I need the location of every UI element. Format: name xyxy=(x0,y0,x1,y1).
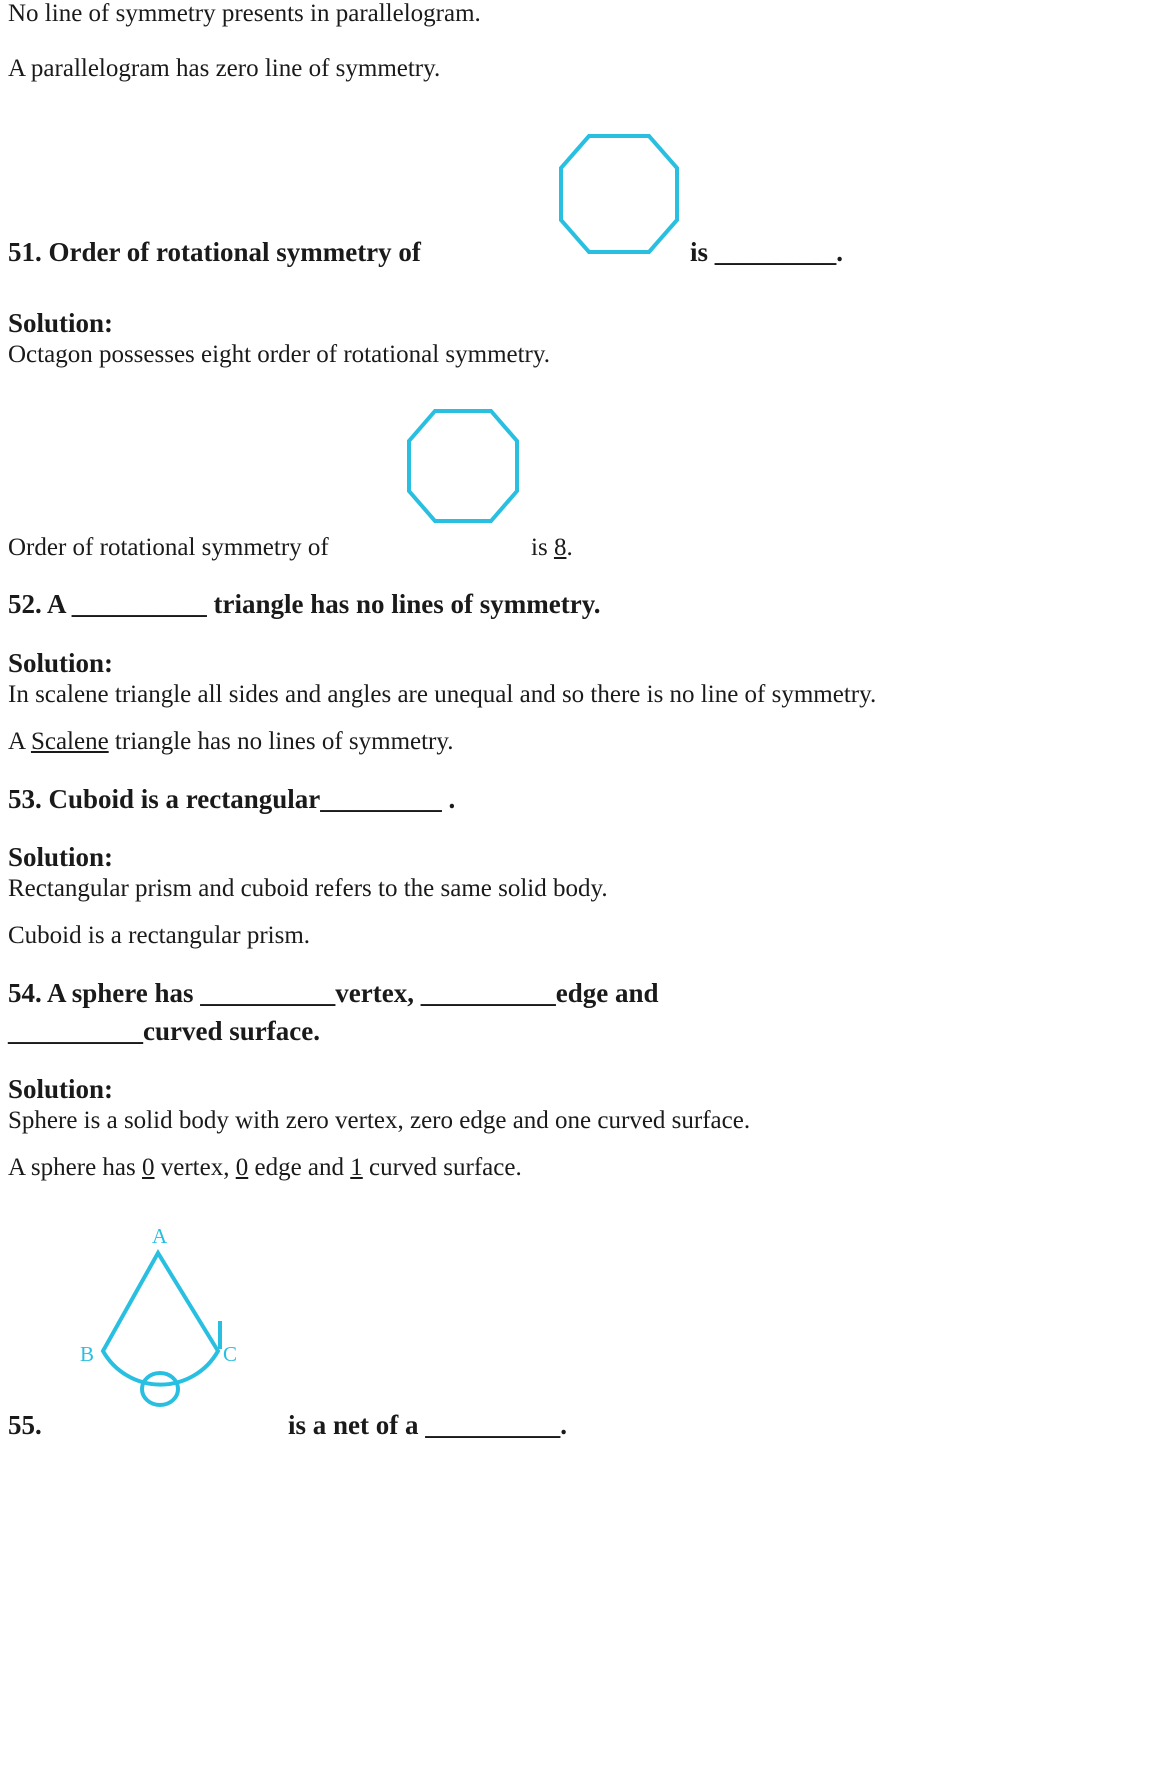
question-55-text: is a net of a __________. xyxy=(288,1409,567,1440)
solution-text-52: In scalene triangle all sides and angles are unequal and so there is no line of symmetry. xyxy=(8,681,877,708)
spacer xyxy=(8,716,1148,728)
answer-51-value-group xyxy=(531,534,573,562)
question-52: 52. A __________ triangle has no lines of symmetry. xyxy=(8,589,601,620)
answer-51-is: is xyxy=(531,534,554,562)
answer-52-value: Scalene xyxy=(30,727,109,755)
question-55-number: 55. xyxy=(8,1409,42,1440)
answer-54 xyxy=(8,1154,1148,1183)
solution-label-54: Solution: xyxy=(8,1074,114,1105)
octagon-shape-1 xyxy=(544,128,694,273)
answer-54-prefix: A sphere has xyxy=(8,1154,142,1181)
answer-52-suffix: triangle has no lines of symmetry. xyxy=(108,727,454,755)
question-51-text: 51. Order of rotational symmetry of xyxy=(8,236,421,267)
answer-51-prefix: Order of rotational symmetry of xyxy=(8,534,329,562)
solution-text-54: Sphere is a solid body with zero vertex, zero edge and one curved surface. xyxy=(8,1107,751,1135)
answer-54-mid-2: edge and xyxy=(248,1154,351,1181)
question-51-blank: is _________. xyxy=(690,236,844,267)
question-53: 53. Cuboid is a rectangular_________ . xyxy=(8,783,456,814)
answer-54-value-3: 1 xyxy=(350,1154,363,1181)
answer-54-value-1: 0 xyxy=(142,1154,155,1181)
solution-label-52: Solution: xyxy=(8,648,114,678)
octagon-shape-2 xyxy=(393,405,533,540)
spacer xyxy=(8,110,1148,122)
question-54-line-2: __________curved surface. xyxy=(8,1015,320,1046)
answer-51-value: 8 xyxy=(553,534,567,562)
net-label-b: B xyxy=(80,1341,95,1366)
intro-line-2: A parallelogram has zero line of symmetry. xyxy=(8,54,441,82)
solution-text-53: Rectangular prism and cuboid refers to the same solid body. xyxy=(8,875,608,903)
answer-54-suffix: curved surface. xyxy=(362,1154,522,1181)
spacer xyxy=(8,375,1148,405)
net-label-c: C xyxy=(223,1341,238,1366)
solution-label-51: Solution: xyxy=(8,307,114,338)
question-54-line-1: 54. A sphere has __________vertex, __________edge and xyxy=(8,977,659,1008)
solution-text-51: Octagon possesses eight order of rotational symmetry. xyxy=(8,340,551,368)
solution-label-53: Solution: xyxy=(8,842,114,873)
answer-53: Cuboid is a rectangular prism. xyxy=(8,922,311,949)
answer-54-mid-1: vertex, xyxy=(154,1154,236,1181)
spacer xyxy=(8,1142,1148,1154)
answer-51-period: . xyxy=(566,534,573,562)
net-label-a: A xyxy=(152,1223,168,1248)
intro-line-1: No line of symmetry presents in parallelogram. xyxy=(8,0,481,27)
spacer xyxy=(8,1209,1148,1221)
cone-net-shape xyxy=(68,1221,278,1426)
spacer xyxy=(8,910,1148,922)
question-55-block xyxy=(8,1221,1148,1441)
answer-52-prefix: A xyxy=(8,727,31,755)
answer-52 xyxy=(8,728,1148,757)
answer-51-block xyxy=(8,405,1148,580)
question-51-block xyxy=(8,122,1148,282)
answer-54-value-2: 0 xyxy=(235,1154,249,1181)
